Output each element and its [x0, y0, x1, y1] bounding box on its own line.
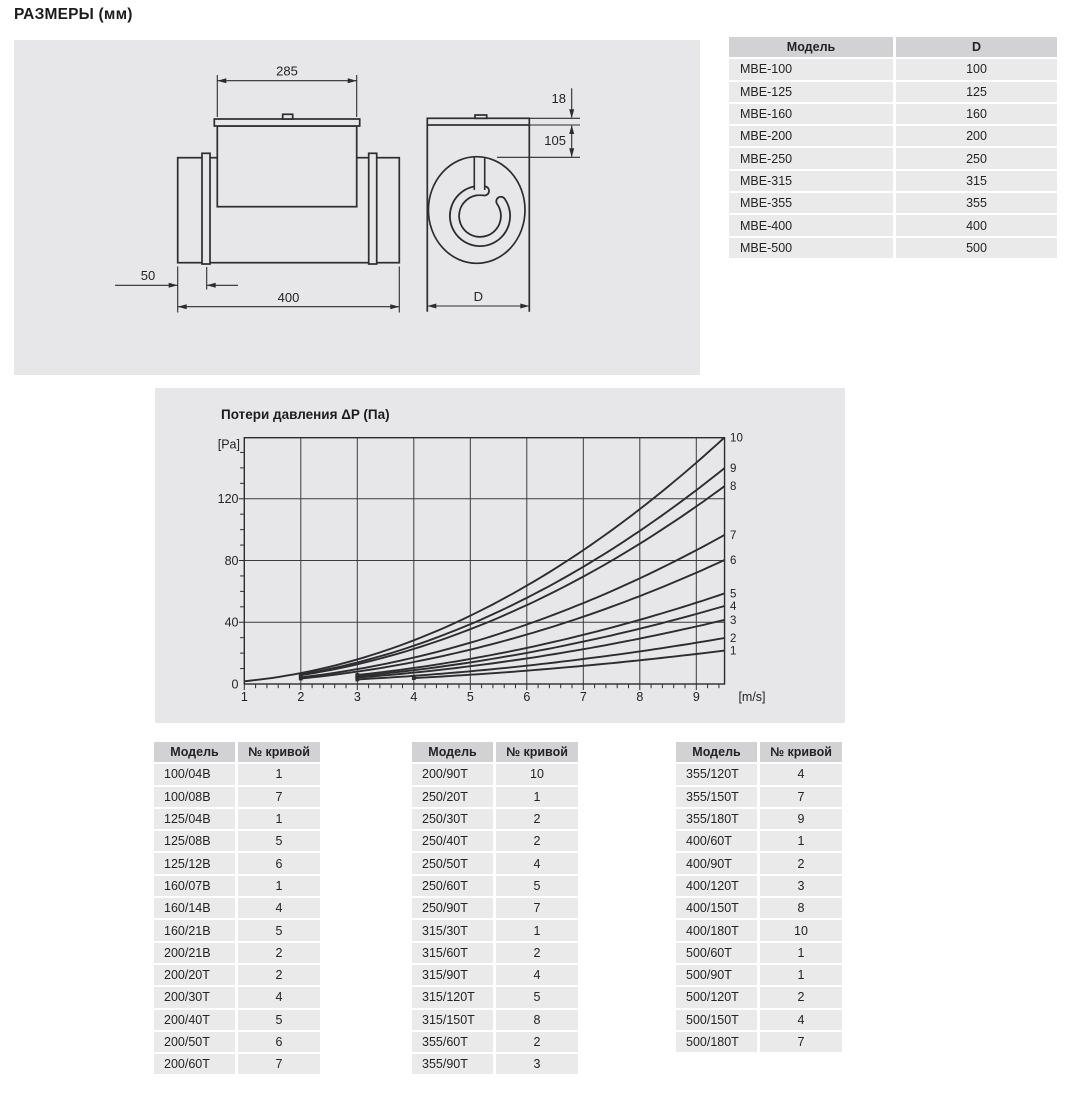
- value-cell: 2: [496, 809, 578, 829]
- y-tick-label: 0: [231, 677, 239, 692]
- value-cell: 1: [496, 787, 578, 807]
- value-cell: 355: [896, 193, 1057, 213]
- model-cell: 315/90Т: [412, 965, 493, 985]
- model-cell: МВЕ-200: [729, 126, 893, 146]
- terminal-box: [217, 126, 356, 207]
- value-cell: 6: [238, 1032, 320, 1052]
- curve-8: [301, 486, 725, 675]
- value-cell: 2: [496, 1032, 578, 1052]
- value-cell: 7: [760, 1032, 842, 1052]
- flange-left: [202, 153, 210, 264]
- curve-number-label: 10: [730, 432, 743, 445]
- value-cell: 4: [238, 898, 320, 918]
- model-cell: 500/90Т: [676, 965, 757, 985]
- model-cell: 160/14В: [154, 898, 235, 918]
- value-cell: 5: [496, 987, 578, 1007]
- model-cell: МВЕ-125: [729, 82, 893, 102]
- table-row: [676, 809, 842, 829]
- table-row: [729, 171, 1057, 191]
- value-cell: 7: [760, 787, 842, 807]
- y-tick-label: 40: [224, 615, 239, 630]
- value-cell: 9: [760, 809, 842, 829]
- dim-label-105: 105: [544, 133, 566, 148]
- table-row: [154, 943, 320, 963]
- curve-number-label: 6: [730, 555, 737, 568]
- model-cell: 500/180Т: [676, 1032, 757, 1052]
- value-cell: 8: [760, 898, 842, 918]
- table-row: [154, 987, 320, 1007]
- curve-start-marker-5: [355, 673, 359, 677]
- dim-label-D: D: [473, 289, 483, 304]
- value-cell: 2: [760, 987, 842, 1007]
- model-cell: 400/180Т: [676, 920, 757, 940]
- x-tick-label: 2: [297, 690, 305, 704]
- x-tick-label: 6: [523, 690, 531, 704]
- value-cell: 1: [238, 809, 320, 829]
- curve-table-1: [151, 740, 323, 1076]
- table-row: [412, 831, 578, 851]
- model-cell: 125/12В: [154, 853, 235, 873]
- table-row: [729, 148, 1057, 168]
- table-row: [412, 853, 578, 873]
- model-cell: 315/60Т: [412, 943, 493, 963]
- table-row: [729, 104, 1057, 124]
- flange-right: [369, 153, 377, 264]
- value-cell: 1: [760, 831, 842, 851]
- value-cell: 6: [238, 853, 320, 873]
- value-cell: 315: [896, 171, 1057, 191]
- value-cell: 5: [238, 920, 320, 940]
- value-cell: 7: [496, 898, 578, 918]
- column-header: № кривой: [238, 742, 320, 762]
- model-cell: 315/30Т: [412, 920, 493, 940]
- x-tick-label: 5: [466, 690, 474, 704]
- value-cell: 4: [760, 1010, 842, 1030]
- x-tick-label: 3: [353, 690, 361, 704]
- dim-label-18: 18: [551, 91, 566, 106]
- value-cell: 250: [896, 148, 1057, 168]
- model-cell: 250/20Т: [412, 787, 493, 807]
- model-cell: 100/08В: [154, 787, 235, 807]
- table-row: [412, 764, 578, 784]
- table-row: [154, 876, 320, 896]
- table-row: [676, 943, 842, 963]
- y-tick-label: 120: [217, 492, 239, 507]
- model-cell: МВЕ-500: [729, 238, 893, 258]
- table-row: [154, 1010, 320, 1030]
- y-tick-label: 80: [224, 553, 239, 568]
- table-row: [729, 82, 1057, 102]
- model-cell: 355/120Т: [676, 764, 757, 784]
- value-cell: 1: [496, 920, 578, 940]
- dimensions-drawing-panel: [14, 40, 700, 375]
- value-cell: 10: [496, 764, 578, 784]
- model-cell: 200/20Т: [154, 965, 235, 985]
- model-cell: 125/04В: [154, 809, 235, 829]
- table-row: [676, 831, 842, 851]
- table-row: [729, 215, 1057, 235]
- value-cell: 100: [896, 59, 1057, 79]
- model-cell: 160/07В: [154, 876, 235, 896]
- value-cell: 1: [238, 764, 320, 784]
- dimensions-drawing: [14, 40, 700, 375]
- x-tick-label: 8: [636, 690, 644, 704]
- x-axis-unit-label: [m/s]: [738, 690, 766, 704]
- value-cell: 2: [760, 853, 842, 873]
- model-cell: 200/21В: [154, 943, 235, 963]
- value-cell: 3: [496, 1054, 578, 1074]
- value-cell: 5: [238, 831, 320, 851]
- value-cell: 200: [896, 126, 1057, 146]
- value-cell: 4: [760, 764, 842, 784]
- dim-label-400: 400: [277, 290, 300, 305]
- value-cell: 1: [238, 876, 320, 896]
- value-cell: 400: [896, 215, 1057, 235]
- value-cell: 2: [238, 965, 320, 985]
- table-row: [676, 1032, 842, 1052]
- dim-label-285: 285: [276, 63, 298, 79]
- page-title: РАЗМЕРЫ (мм): [14, 6, 133, 23]
- model-cell: 315/120Т: [412, 987, 493, 1007]
- value-cell: 1: [760, 965, 842, 985]
- table-row: [676, 876, 842, 896]
- model-cell: 500/150Т: [676, 1010, 757, 1030]
- dimensions-table: [726, 35, 1060, 260]
- front-view-knob: [475, 115, 487, 118]
- table-row: [412, 1032, 578, 1052]
- table-row: [729, 238, 1057, 258]
- table-row: [154, 787, 320, 807]
- value-cell: 2: [496, 943, 578, 963]
- curve-number-label: 7: [730, 529, 737, 542]
- model-cell: 400/90Т: [676, 853, 757, 873]
- table-row: [154, 920, 320, 940]
- model-cell: 400/60Т: [676, 831, 757, 851]
- table-row: [676, 898, 842, 918]
- dim-label-50: 50: [140, 268, 156, 283]
- table-row: [412, 876, 578, 896]
- lid-knob: [283, 114, 293, 119]
- model-cell: 250/60Т: [412, 876, 493, 896]
- model-cell: 500/120Т: [676, 987, 757, 1007]
- value-cell: 4: [496, 965, 578, 985]
- model-cell: 400/120Т: [676, 876, 757, 896]
- table-row: [154, 1054, 320, 1074]
- model-cell: 200/60Т: [154, 1054, 235, 1074]
- heating-element: [455, 157, 506, 241]
- curve-number-label: 4: [730, 600, 737, 613]
- column-header: Модель: [676, 742, 757, 762]
- chart-title: Потери давления ΔP (Па): [221, 407, 390, 422]
- model-cell: 355/90Т: [412, 1054, 493, 1074]
- table-row: [412, 1054, 578, 1074]
- value-cell: 7: [238, 1054, 320, 1074]
- column-header: № кривой: [760, 742, 842, 762]
- value-cell: 2: [238, 943, 320, 963]
- terminal-box-lid: [214, 119, 359, 126]
- table-row: [412, 1010, 578, 1030]
- x-tick-label: 1: [240, 690, 248, 704]
- table-row: [412, 920, 578, 940]
- value-cell: 125: [896, 82, 1057, 102]
- model-cell: МВЕ-100: [729, 59, 893, 79]
- table-row: [729, 193, 1057, 213]
- model-cell: 160/21В: [154, 920, 235, 940]
- column-header: D: [896, 37, 1057, 57]
- table-row: [154, 809, 320, 829]
- model-cell: 355/180Т: [676, 809, 757, 829]
- table-row: [154, 965, 320, 985]
- value-cell: 160: [896, 104, 1057, 124]
- column-header: Модель: [729, 37, 893, 57]
- model-cell: 200/90Т: [412, 764, 493, 784]
- model-cell: 500/60Т: [676, 943, 757, 963]
- model-cell: 400/150Т: [676, 898, 757, 918]
- table-row: [729, 126, 1057, 146]
- model-cell: МВЕ-355: [729, 193, 893, 213]
- value-cell: 4: [496, 853, 578, 873]
- y-axis-unit-label: [Pa]: [217, 437, 240, 452]
- model-cell: МВЕ-250: [729, 148, 893, 168]
- table-row: [676, 787, 842, 807]
- model-cell: 200/30Т: [154, 987, 235, 1007]
- value-cell: 5: [496, 876, 578, 896]
- curve-number-label: 2: [730, 633, 737, 646]
- model-cell: 355/60Т: [412, 1032, 493, 1052]
- curve-number-label: 1: [730, 645, 737, 658]
- value-cell: 4: [238, 987, 320, 1007]
- x-tick-label: 4: [410, 690, 418, 704]
- model-cell: 200/50Т: [154, 1032, 235, 1052]
- value-cell: 7: [238, 787, 320, 807]
- value-cell: 8: [496, 1010, 578, 1030]
- table-row: [676, 764, 842, 784]
- pressure-loss-panel: [155, 388, 845, 723]
- column-header: Модель: [154, 742, 235, 762]
- value-cell: 2: [496, 831, 578, 851]
- table-row: [154, 764, 320, 784]
- model-cell: 125/08В: [154, 831, 235, 851]
- pressure-loss-chart: [155, 388, 845, 723]
- table-row: [412, 898, 578, 918]
- curve-number-label: 5: [730, 588, 737, 601]
- table-row: [676, 965, 842, 985]
- table-row: [154, 831, 320, 851]
- table-row: [676, 1010, 842, 1030]
- value-cell: 500: [896, 238, 1057, 258]
- model-cell: 200/40Т: [154, 1010, 235, 1030]
- curve-number-label: 3: [730, 614, 737, 627]
- model-cell: 315/150Т: [412, 1010, 493, 1030]
- model-cell: МВЕ-160: [729, 104, 893, 124]
- curve-number-label: 8: [730, 481, 737, 494]
- table-row: [412, 987, 578, 1007]
- model-cell: 250/50Т: [412, 853, 493, 873]
- curve-10: [244, 437, 724, 681]
- model-cell: МВЕ-315: [729, 171, 893, 191]
- column-header: Модель: [412, 742, 493, 762]
- value-cell: 5: [238, 1010, 320, 1030]
- model-cell: 250/30Т: [412, 809, 493, 829]
- table-row: [154, 898, 320, 918]
- table-row: [412, 787, 578, 807]
- curve-number-label: 9: [730, 463, 737, 476]
- model-cell: 355/150Т: [676, 787, 757, 807]
- table-row: [676, 920, 842, 940]
- model-cell: 100/04В: [154, 764, 235, 784]
- value-cell: 1: [760, 943, 842, 963]
- table-row: [154, 1032, 320, 1052]
- front-view-cap: [427, 118, 529, 125]
- table-row: [412, 943, 578, 963]
- value-cell: 3: [760, 876, 842, 896]
- table-row: [412, 965, 578, 985]
- column-header: № кривой: [496, 742, 578, 762]
- table-row: [676, 853, 842, 873]
- value-cell: 10: [760, 920, 842, 940]
- table-row: [729, 59, 1057, 79]
- x-tick-label: 7: [579, 690, 587, 704]
- table-row: [412, 809, 578, 829]
- x-tick-label: 9: [692, 690, 700, 704]
- table-row: [676, 987, 842, 1007]
- table-row: [154, 853, 320, 873]
- model-cell: МВЕ-400: [729, 215, 893, 235]
- model-cell: 250/40Т: [412, 831, 493, 851]
- curve-table-3: [673, 740, 845, 1054]
- model-cell: 250/90Т: [412, 898, 493, 918]
- curve-table-2: [409, 740, 581, 1076]
